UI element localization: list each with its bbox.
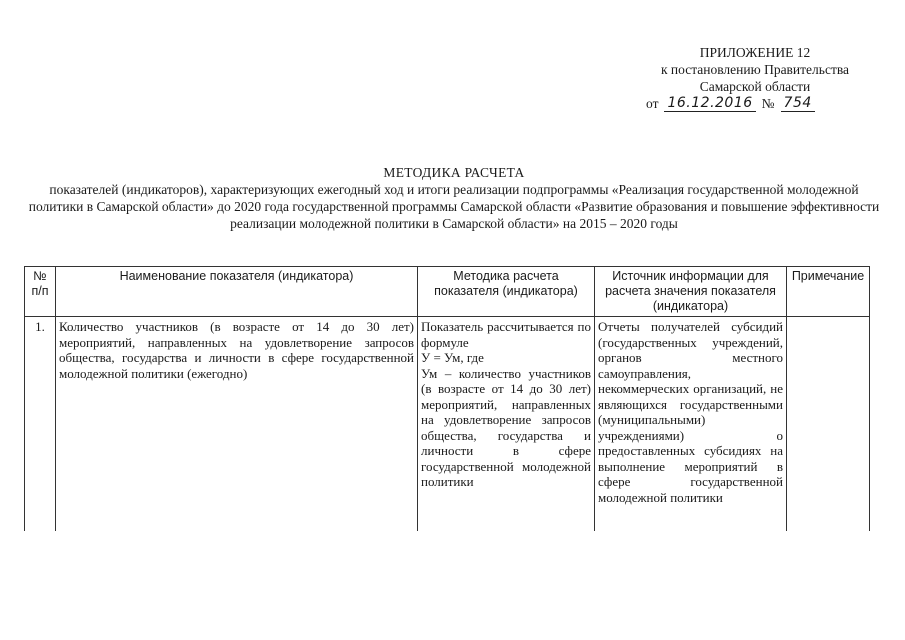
appendix-line-region: Самарской области [699,79,811,94]
header-method: Методика расчета показателя (индикатора) [418,267,595,317]
appendix-line-resolution: к постановлению Правительства [660,62,850,77]
row-source: Отчеты получателей субсидий (государственных учреждений, органов местного самоуправления, некоммерческих организаций, не являющихся государственными (муниципальными) учреждениями) о предоставленных субсидиях на выполнение мероприятий в сфере государственной молодежной политики [595,317,787,532]
indicators-table [24,266,870,531]
document-subtitle: показателей (индикаторов), характеризующих ежегодный ход и итоги реализации подпрограммы «Реализация государственной молодежной политики в Самарской области» до 2020 года государственной программы Самарской области «Развитие образования и повышение эффективности реализации молодежной политики в Самарской области» на 2015 – 2020 годы [28,182,880,231]
header-note: Примечание [787,267,870,317]
row-note [787,317,870,532]
document-title: МЕТОДИКА РАСЧЕТА [383,165,525,180]
method-formula: У = Ум, где [421,350,484,365]
header-indicator-name: Наименование показателя (индикатора) [56,267,418,317]
appendix-title: ПРИЛОЖЕНИЕ 12 [699,45,811,60]
document-heading [24,164,884,232]
number-label: № [761,96,775,111]
row-indicator-name: Количество участников (в возрасте от 14 до 30 лет) мероприятий, направленных на удовлетворение запросов общества, государства и личности в сфере государственной молодежной политики (ежегодно) [56,317,418,532]
header-source: Источник информации для расчета значения показателя (индикатора) [595,267,787,317]
resolution-number: 754 [781,95,815,112]
row-number: 1. [25,317,56,532]
from-label: от [646,96,659,111]
row-method [418,317,595,532]
appendix-block [640,44,870,112]
table-header-row [25,267,870,317]
method-intro: Показатель рассчитывается по формуле [421,319,591,350]
appendix-date-number [646,95,870,112]
method-definition: Ум – количество участников (в возрасте от 14 до 30 лет) мероприятий, направленных на удовлетворение запросов общества, государства и личности в сфере государственной молодежной политики [421,365,591,489]
table-row [25,317,870,532]
header-number: № п/п [25,267,56,317]
resolution-date: 16.12.2016 [664,95,755,112]
